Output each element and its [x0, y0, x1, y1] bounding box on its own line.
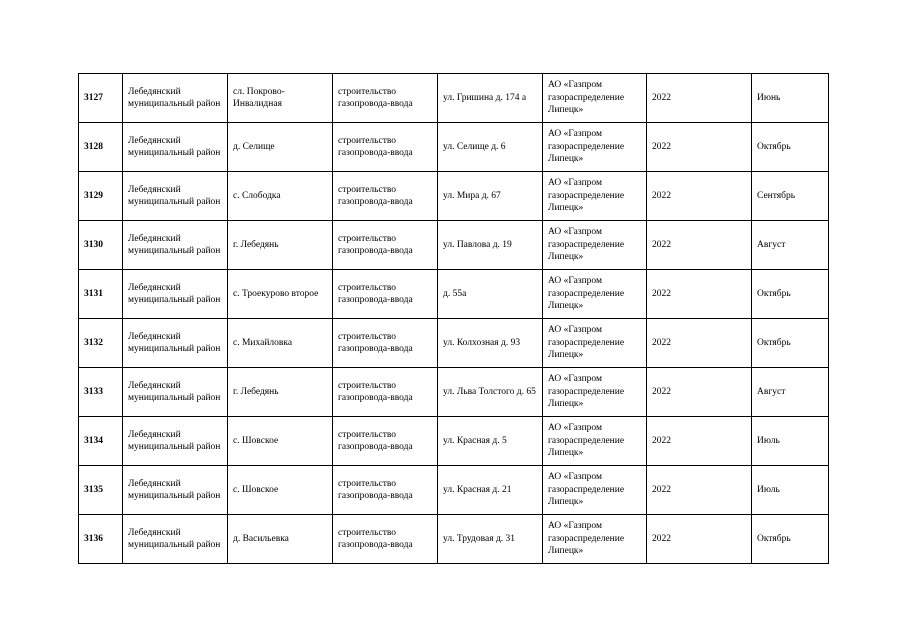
- table-row: [79, 270, 829, 319]
- locality-cell: г. Лебедянь: [228, 368, 333, 417]
- organization-cell: АО «Газпром газораспределение Липецк»: [543, 172, 647, 221]
- locality-cell: с. Троекурово второе: [228, 270, 333, 319]
- work-type-cell: строительство газопровода-ввода: [333, 368, 438, 417]
- organization-cell: АО «Газпром газораспределение Липецк»: [543, 270, 647, 319]
- work-type-cell: строительство газопровода-ввода: [333, 172, 438, 221]
- district-cell: Лебедянский муниципальный район: [123, 123, 228, 172]
- month-cell: Октябрь: [752, 123, 829, 172]
- district-cell: Лебедянский муниципальный район: [123, 319, 228, 368]
- work-type-cell: строительство газопровода-ввода: [333, 123, 438, 172]
- year-cell: 2022: [647, 466, 752, 515]
- row-number-cell: 3130: [79, 221, 123, 270]
- year-cell: 2022: [647, 368, 752, 417]
- district-cell: Лебедянский муниципальный район: [123, 221, 228, 270]
- row-number-cell: 3129: [79, 172, 123, 221]
- year-cell: 2022: [647, 221, 752, 270]
- district-cell: Лебедянский муниципальный район: [123, 368, 228, 417]
- district-cell: Лебедянский муниципальный район: [123, 417, 228, 466]
- work-type-cell: строительство газопровода-ввода: [333, 319, 438, 368]
- year-cell: 2022: [647, 172, 752, 221]
- year-cell: 2022: [647, 74, 752, 123]
- work-type-cell: строительство газопровода-ввода: [333, 417, 438, 466]
- row-number-cell: 3132: [79, 319, 123, 368]
- row-number-cell: 3127: [79, 74, 123, 123]
- organization-cell: АО «Газпром газораспределение Липецк»: [543, 221, 647, 270]
- month-cell: Август: [752, 368, 829, 417]
- locality-cell: с. Шовское: [228, 466, 333, 515]
- organization-cell: АО «Газпром газораспределение Липецк»: [543, 417, 647, 466]
- month-cell: Июль: [752, 466, 829, 515]
- locality-cell: с. Шовское: [228, 417, 333, 466]
- locality-cell: с. Михайловка: [228, 319, 333, 368]
- locality-cell: сл. Покрово-Инвалидная: [228, 74, 333, 123]
- locality-cell: д. Селище: [228, 123, 333, 172]
- row-number-cell: 3128: [79, 123, 123, 172]
- address-cell: ул. Красная д. 21: [438, 466, 543, 515]
- year-cell: 2022: [647, 319, 752, 368]
- year-cell: 2022: [647, 270, 752, 319]
- work-type-cell: строительство газопровода-ввода: [333, 270, 438, 319]
- address-cell: ул. Гришина д. 174 а: [438, 74, 543, 123]
- organization-cell: АО «Газпром газораспределение Липецк»: [543, 515, 647, 564]
- year-cell: 2022: [647, 515, 752, 564]
- month-cell: Октябрь: [752, 319, 829, 368]
- address-cell: ул. Трудовая д. 31: [438, 515, 543, 564]
- month-cell: Июль: [752, 417, 829, 466]
- table-row: [79, 74, 829, 123]
- district-cell: Лебедянский муниципальный район: [123, 270, 228, 319]
- address-cell: ул. Павлова д. 19: [438, 221, 543, 270]
- work-type-cell: строительство газопровода-ввода: [333, 515, 438, 564]
- address-cell: ул. Селище д. 6: [438, 123, 543, 172]
- organization-cell: АО «Газпром газораспределение Липецк»: [543, 466, 647, 515]
- work-type-cell: строительство газопровода-ввода: [333, 221, 438, 270]
- row-number-cell: 3135: [79, 466, 123, 515]
- organization-cell: АО «Газпром газораспределение Липецк»: [543, 74, 647, 123]
- table-row: [79, 172, 829, 221]
- address-cell: ул. Красная д. 5: [438, 417, 543, 466]
- table-row: [79, 221, 829, 270]
- month-cell: Октябрь: [752, 515, 829, 564]
- table-row: [79, 319, 829, 368]
- gas-connection-table: [78, 73, 829, 564]
- table-row: [79, 123, 829, 172]
- district-cell: Лебедянский муниципальный район: [123, 466, 228, 515]
- address-cell: ул. Мира д. 67: [438, 172, 543, 221]
- table-row: [79, 368, 829, 417]
- table-row: [79, 515, 829, 564]
- organization-cell: АО «Газпром газораспределение Липецк»: [543, 319, 647, 368]
- year-cell: 2022: [647, 123, 752, 172]
- district-cell: Лебедянский муниципальный район: [123, 515, 228, 564]
- organization-cell: АО «Газпром газораспределение Липецк»: [543, 368, 647, 417]
- table-row: [79, 466, 829, 515]
- year-cell: 2022: [647, 417, 752, 466]
- row-number-cell: 3131: [79, 270, 123, 319]
- work-type-cell: строительство газопровода-ввода: [333, 74, 438, 123]
- locality-cell: д. Васильевка: [228, 515, 333, 564]
- month-cell: Август: [752, 221, 829, 270]
- table-body: [79, 74, 829, 564]
- address-cell: ул. Льва Толстого д. 65: [438, 368, 543, 417]
- month-cell: Июнь: [752, 74, 829, 123]
- work-type-cell: строительство газопровода-ввода: [333, 466, 438, 515]
- month-cell: Сентябрь: [752, 172, 829, 221]
- row-number-cell: 3134: [79, 417, 123, 466]
- address-cell: д. 55а: [438, 270, 543, 319]
- organization-cell: АО «Газпром газораспределение Липецк»: [543, 123, 647, 172]
- district-cell: Лебедянский муниципальный район: [123, 74, 228, 123]
- locality-cell: с. Слободка: [228, 172, 333, 221]
- row-number-cell: 3136: [79, 515, 123, 564]
- row-number-cell: 3133: [79, 368, 123, 417]
- address-cell: ул. Колхозная д. 93: [438, 319, 543, 368]
- table-row: [79, 417, 829, 466]
- locality-cell: г. Лебедянь: [228, 221, 333, 270]
- district-cell: Лебедянский муниципальный район: [123, 172, 228, 221]
- month-cell: Октябрь: [752, 270, 829, 319]
